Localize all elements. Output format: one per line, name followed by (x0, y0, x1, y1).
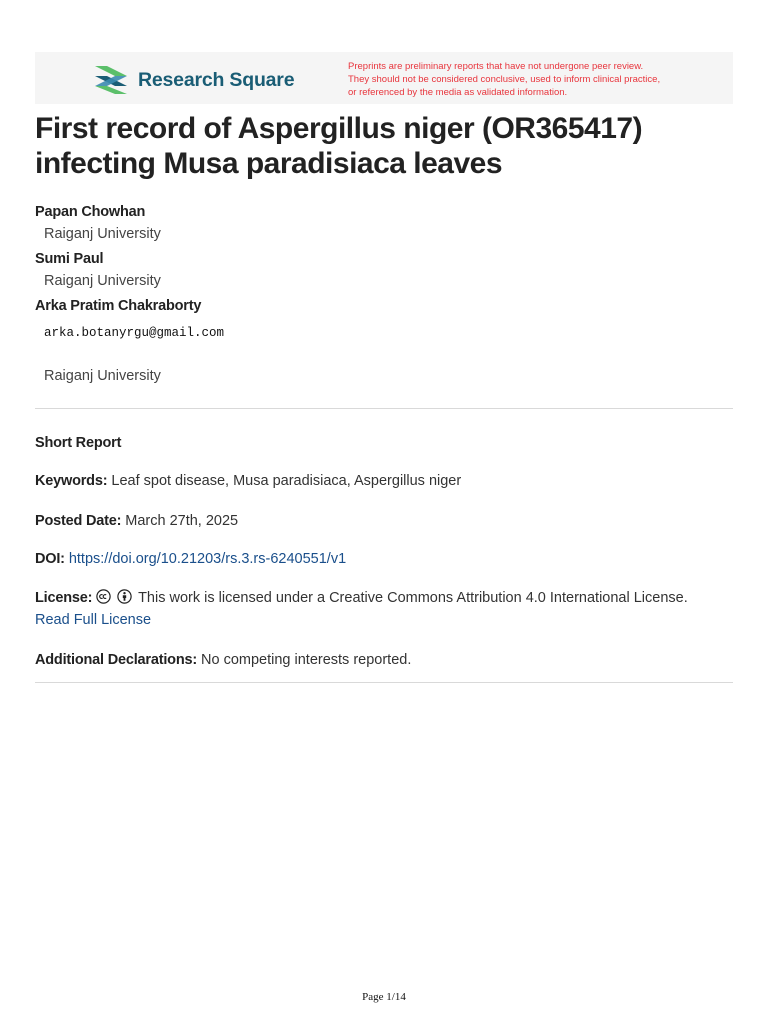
article-type-label: Short Report (35, 435, 122, 451)
title-line: First record of Aspergillus niger (OR365417) (35, 112, 643, 145)
disclaimer-line: Preprints are preliminary reports that have not undergone peer review. (348, 61, 644, 72)
divider (35, 408, 733, 409)
author-list (35, 201, 733, 387)
attribution-icon (117, 589, 132, 604)
declarations-row (35, 649, 733, 671)
author-name: Arka Pratim Chakraborty (35, 298, 202, 314)
license-label: License: (35, 590, 93, 606)
doi-row (35, 548, 733, 570)
research-square-logo[interactable] (92, 64, 294, 96)
keywords-label: Keywords: (35, 473, 108, 489)
doi-link[interactable]: https://doi.org/10.21203/rs.3.rs-6240551/v1 (68, 551, 347, 567)
license-row (35, 587, 733, 631)
paper-title (35, 111, 733, 181)
posted-date-value: March 27th, 2025 (125, 513, 239, 529)
research-square-logo-icon (92, 64, 130, 96)
read-full-license-link[interactable]: Read Full License (35, 612, 152, 628)
preprint-disclaimer (348, 60, 733, 99)
author-entry (35, 248, 733, 292)
logo-text: Research Square (138, 68, 295, 91)
article-type (35, 432, 733, 454)
creative-commons-icon (96, 589, 111, 604)
keywords-row (35, 470, 733, 492)
author-affiliation: Raiganj University (44, 226, 161, 242)
declarations-value: No competing interests reported. (201, 652, 412, 668)
title-line: infecting Musa paradisiaca leaves (35, 147, 503, 180)
license-text: This work is licensed under a Creative Commons Attribution 4.0 International License. (138, 590, 688, 606)
author-name: Papan Chowhan (35, 204, 146, 220)
declarations-label: Additional Declarations: (35, 652, 197, 668)
posted-date-row (35, 510, 733, 532)
disclaimer-line: They should not be considered conclusive, used to inform clinical practice, (348, 74, 661, 85)
keywords-value: Leaf spot disease, Musa paradisiaca, Aspergillus niger (111, 473, 462, 489)
doi-label: DOI: (35, 551, 65, 567)
author-entry (35, 295, 733, 387)
author-entry (35, 201, 733, 245)
divider (35, 682, 733, 683)
author-affiliation: Raiganj University (44, 273, 161, 289)
author-email[interactable]: arka.botanyrgu@gmail.com (44, 326, 225, 340)
disclaimer-line: or referenced by the media as validated information. (348, 87, 568, 98)
posted-date-label: Posted Date: (35, 513, 122, 529)
page-number: Page 1/14 (362, 991, 406, 1003)
author-name: Sumi Paul (35, 251, 104, 267)
author-affiliation: Raiganj University (44, 368, 161, 384)
